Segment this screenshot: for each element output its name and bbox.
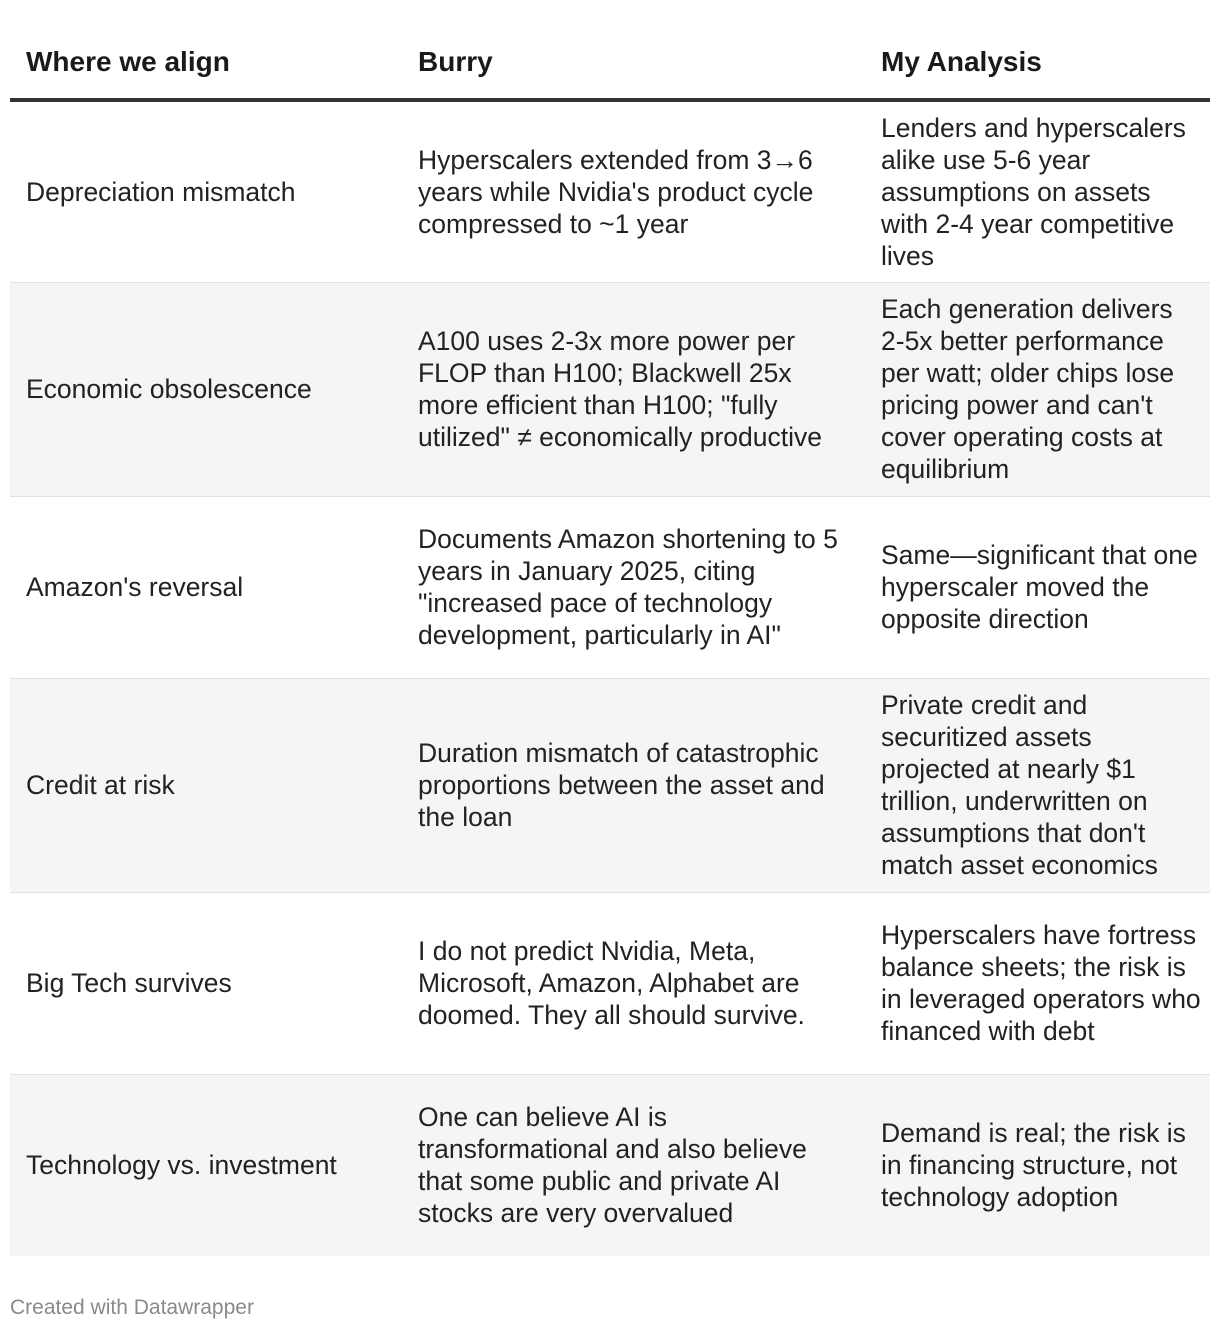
burry-cell: Documents Amazon shortening to 5 years in January 2025, citing "increased pace of technology development, particularly in AI" — [402, 496, 865, 678]
comparison-table — [10, 28, 1210, 1256]
analysis-cell: Demand is real; the risk is in financing structure, not technology adoption — [865, 1074, 1210, 1256]
burry-cell: Duration mismatch of catastrophic proportions between the asset and the loan — [402, 678, 865, 892]
column-header-my-analysis — [865, 28, 1210, 100]
topic-cell: Amazon's reversal — [10, 496, 402, 678]
table-row — [10, 100, 1210, 282]
burry-cell: A100 uses 2-3x more power per FLOP than H100; Blackwell 25x more efficient than H100; "fully utilized" ≠ economically productive — [402, 282, 865, 496]
table-row — [10, 496, 1210, 678]
topic-cell: Credit at risk — [10, 678, 402, 892]
header-row — [10, 28, 1210, 100]
column-header-label: My Analysis — [881, 46, 1042, 77]
table-row — [10, 282, 1210, 496]
topic-cell: Technology vs. investment — [10, 1074, 402, 1256]
analysis-cell: Each generation delivers 2-5x better performance per watt; older chips lose pricing power and can't cover operating costs at equilibrium — [865, 282, 1210, 496]
comparison-table-container — [10, 28, 1210, 1256]
topic-cell: Big Tech survives — [10, 892, 402, 1074]
burry-cell: Hyperscalers extended from 3→6 years while Nvidia's product cycle compressed to ~1 year — [402, 100, 865, 282]
table-header — [10, 28, 1210, 100]
table-row — [10, 1074, 1210, 1256]
analysis-cell: Private credit and securitized assets projected at nearly $1 trillion, underwritten on assumptions that don't match asset economics — [865, 678, 1210, 892]
topic-cell: Depreciation mismatch — [10, 100, 402, 282]
analysis-cell: Same—significant that one hyperscaler moved the opposite direction — [865, 496, 1210, 678]
column-header-burry — [402, 28, 865, 100]
analysis-cell: Lenders and hyperscalers alike use 5-6 year assumptions on assets with 2-4 year competitive lives — [865, 100, 1210, 282]
table-row — [10, 892, 1210, 1074]
burry-cell: One can believe AI is transformational and also believe that some public and private AI stocks are very overvalued — [402, 1074, 865, 1256]
table-row — [10, 678, 1210, 892]
column-header-label: Where we align — [26, 46, 230, 77]
column-header-where-we-align — [10, 28, 402, 100]
analysis-cell: Hyperscalers have fortress balance sheets; the risk is in leveraged operators who financed with debt — [865, 892, 1210, 1074]
burry-cell: I do not predict Nvidia, Meta, Microsoft, Amazon, Alphabet are doomed. They all should survive. — [402, 892, 865, 1074]
table-body — [10, 100, 1210, 1256]
column-header-label: Burry — [418, 46, 493, 77]
datawrapper-credit: Created with Datawrapper — [10, 1296, 254, 1319]
topic-cell: Economic obsolescence — [10, 282, 402, 496]
